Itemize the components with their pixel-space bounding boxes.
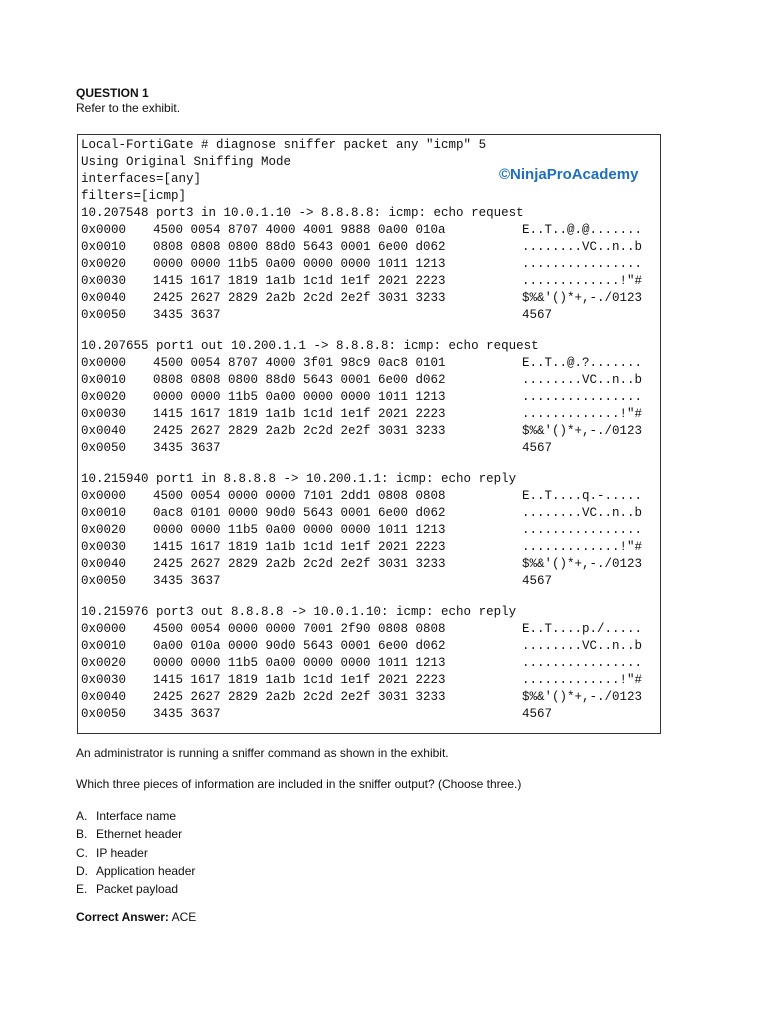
option-text: Packet payload (96, 882, 179, 897)
option-text: Application header (96, 863, 196, 878)
question-intro: An administrator is running a sniffer command as shown in the exhibit. (76, 746, 449, 760)
hex-offset: 0x0000 (81, 223, 127, 237)
hex-ascii: .............!"# (522, 274, 643, 288)
hex-dump-row (78, 689, 660, 706)
hex-ascii: ................ (522, 523, 643, 537)
hex-offset: 0x0020 (81, 390, 127, 404)
hex-bytes: 1415 1617 1819 1a1b 1c1d 1e1f 2021 2223 (153, 274, 446, 288)
hex-offset: 0x0050 (81, 441, 127, 455)
exhibit-header-line: Using Original Sniffing Mode (81, 155, 292, 169)
option-e[interactable] (76, 880, 195, 898)
hex-offset: 0x0030 (81, 540, 127, 554)
hex-dump-row (78, 355, 660, 372)
hex-ascii: ................ (522, 390, 643, 404)
hex-offset: 0x0050 (81, 707, 127, 721)
packet-summary-line: 10.207548 port3 in 10.0.1.10 -> 8.8.8.8: icmp: echo request (81, 206, 524, 220)
hex-bytes: 0a00 010a 0000 90d0 5643 0001 6e00 d062 (153, 639, 446, 653)
hex-offset: 0x0010 (81, 506, 127, 520)
hex-ascii: $%&'()*+,-./0123 (522, 291, 643, 305)
hex-dump-row (78, 239, 660, 256)
option-d[interactable] (76, 862, 195, 880)
option-letter: E. (76, 882, 88, 897)
hex-offset: 0x0050 (81, 308, 127, 322)
hex-offset: 0x0010 (81, 639, 127, 653)
exhibit-header-line: interfaces=[any] (81, 172, 202, 186)
hex-bytes: 3435 3637 (153, 441, 221, 455)
hex-dump-row (78, 638, 660, 655)
hex-offset: 0x0020 (81, 523, 127, 537)
exhibit-terminal-output (77, 134, 661, 734)
hex-dump-row (78, 222, 660, 239)
hex-dump-row (78, 672, 660, 689)
hex-offset: 0x0020 (81, 257, 127, 271)
hex-offset: 0x0000 (81, 489, 127, 503)
hex-dump-row (78, 372, 660, 389)
hex-dump-row (78, 256, 660, 273)
hex-ascii: E..T....p./..... (522, 622, 643, 636)
option-c[interactable] (76, 844, 195, 862)
option-a[interactable] (76, 807, 195, 825)
hex-dump-row (78, 522, 660, 539)
hex-dump-row (78, 573, 660, 590)
question-reference: Refer to the exhibit. (76, 101, 181, 115)
option-letter: D. (76, 863, 88, 878)
hex-dump-row (78, 440, 660, 457)
hex-bytes: 3435 3637 (153, 574, 221, 588)
hex-bytes: 3435 3637 (153, 308, 221, 322)
hex-ascii: ................ (522, 257, 643, 271)
question-title: QUESTION 1 (76, 86, 149, 100)
hex-dump-row (78, 706, 660, 723)
hex-ascii: E..T..@.?....... (522, 356, 643, 370)
hex-dump-row (78, 505, 660, 522)
option-b[interactable] (76, 825, 195, 843)
hex-offset: 0x0040 (81, 424, 127, 438)
option-letter: A. (76, 809, 88, 823)
packet-summary-line: 10.215940 port1 in 8.8.8.8 -> 10.200.1.1: icmp: echo reply (81, 472, 517, 486)
hex-bytes: 4500 0054 0000 0000 7001 2f90 0808 0808 (153, 622, 446, 636)
hex-dump-row (78, 621, 660, 638)
hex-bytes: 3435 3637 (153, 707, 221, 721)
hex-bytes: 2425 2627 2829 2a2b 2c2d 2e2f 3031 3233 (153, 690, 446, 704)
hex-ascii: $%&'()*+,-./0123 (522, 557, 643, 571)
hex-dump-row (78, 556, 660, 573)
answer-options (76, 807, 195, 898)
hex-dump-row (78, 423, 660, 440)
hex-bytes: 0000 0000 11b5 0a00 0000 0000 1011 1213 (153, 656, 446, 670)
hex-bytes: 4500 0054 8707 4000 4001 9888 0a00 010a (153, 223, 446, 237)
packet-summary-line: 10.215976 port3 out 8.8.8.8 -> 10.0.1.10: icmp: echo reply (81, 605, 517, 619)
hex-dump-row (78, 655, 660, 672)
hex-ascii: .............!"# (522, 407, 643, 421)
question-prompt: Which three pieces of information are included in the sniffer output? (Choose three.) (76, 777, 522, 791)
hex-dump-row (78, 539, 660, 556)
hex-offset: 0x0030 (81, 407, 127, 421)
hex-ascii: ........VC..n..b (522, 639, 643, 653)
hex-offset: 0x0030 (81, 274, 127, 288)
hex-ascii: ................ (522, 656, 643, 670)
hex-bytes: 0000 0000 11b5 0a00 0000 0000 1011 1213 (153, 390, 446, 404)
hex-ascii: 4567 (522, 707, 553, 721)
hex-bytes: 0808 0808 0800 88d0 5643 0001 6e00 d062 (153, 240, 446, 254)
option-letter: C. (76, 845, 88, 860)
hex-bytes: 0000 0000 11b5 0a00 0000 0000 1011 1213 (153, 523, 446, 537)
correct-answer-value: ACE (171, 910, 197, 924)
hex-offset: 0x0040 (81, 291, 127, 305)
exhibit-header-line: filters=[icmp] (81, 189, 187, 203)
correct-answer (76, 910, 196, 925)
hex-offset: 0x0050 (81, 574, 127, 588)
hex-offset: 0x0040 (81, 690, 127, 704)
hex-ascii: 4567 (522, 308, 553, 322)
hex-offset: 0x0010 (81, 240, 127, 254)
hex-bytes: 1415 1617 1819 1a1b 1c1d 1e1f 2021 2223 (153, 407, 446, 421)
hex-ascii: .............!"# (522, 673, 643, 687)
hex-bytes: 1415 1617 1819 1a1b 1c1d 1e1f 2021 2223 (153, 673, 446, 687)
hex-ascii: ........VC..n..b (522, 506, 643, 520)
correct-answer-label: Correct Answer: (76, 910, 169, 924)
hex-dump-row (78, 389, 660, 406)
hex-ascii: 4567 (522, 574, 553, 588)
hex-ascii: .............!"# (522, 540, 643, 554)
hex-ascii: ........VC..n..b (522, 240, 643, 254)
hex-bytes: 2425 2627 2829 2a2b 2c2d 2e2f 3031 3233 (153, 557, 446, 571)
hex-ascii: E..T..@.@....... (522, 223, 643, 237)
hex-bytes: 2425 2627 2829 2a2b 2c2d 2e2f 3031 3233 (153, 424, 446, 438)
packet-summary-line: 10.207655 port1 out 10.200.1.1 -> 8.8.8.8: icmp: echo request (81, 339, 539, 353)
hex-dump-row (78, 290, 660, 307)
hex-bytes: 2425 2627 2829 2a2b 2c2d 2e2f 3031 3233 (153, 291, 446, 305)
hex-offset: 0x0010 (81, 373, 127, 387)
hex-offset: 0x0040 (81, 557, 127, 571)
option-text: Ethernet header (96, 827, 183, 842)
hex-offset: 0x0030 (81, 673, 127, 687)
hex-dump-row (78, 406, 660, 423)
hex-dump-row (78, 273, 660, 290)
hex-ascii: ........VC..n..b (522, 373, 643, 387)
watermark-logo: ©NinjaProAcademy (499, 166, 639, 183)
hex-bytes: 4500 0054 0000 0000 7101 2dd1 0808 0808 (153, 489, 446, 503)
hex-bytes: 1415 1617 1819 1a1b 1c1d 1e1f 2021 2223 (153, 540, 446, 554)
hex-dump-row (78, 488, 660, 505)
hex-bytes: 4500 0054 8707 4000 3f01 98c9 0ac8 0101 (153, 356, 446, 370)
hex-dump-row (78, 307, 660, 324)
hex-offset: 0x0000 (81, 356, 127, 370)
hex-bytes: 0808 0808 0800 88d0 5643 0001 6e00 d062 (153, 373, 446, 387)
hex-offset: 0x0020 (81, 656, 127, 670)
option-text: IP header (96, 845, 148, 860)
hex-ascii: $%&'()*+,-./0123 (522, 424, 643, 438)
hex-ascii: $%&'()*+,-./0123 (522, 690, 643, 704)
exhibit-header-line: Local-FortiGate # diagnose sniffer packet any "icmp" 5 (81, 138, 487, 152)
hex-offset: 0x0000 (81, 622, 127, 636)
hex-ascii: 4567 (522, 441, 553, 455)
hex-ascii: E..T....q.-..... (522, 489, 643, 503)
option-letter: B. (76, 827, 88, 842)
hex-bytes: 0ac8 0101 0000 90d0 5643 0001 6e00 d062 (153, 506, 446, 520)
hex-bytes: 0000 0000 11b5 0a00 0000 0000 1011 1213 (153, 257, 446, 271)
option-text: Interface name (96, 809, 177, 823)
